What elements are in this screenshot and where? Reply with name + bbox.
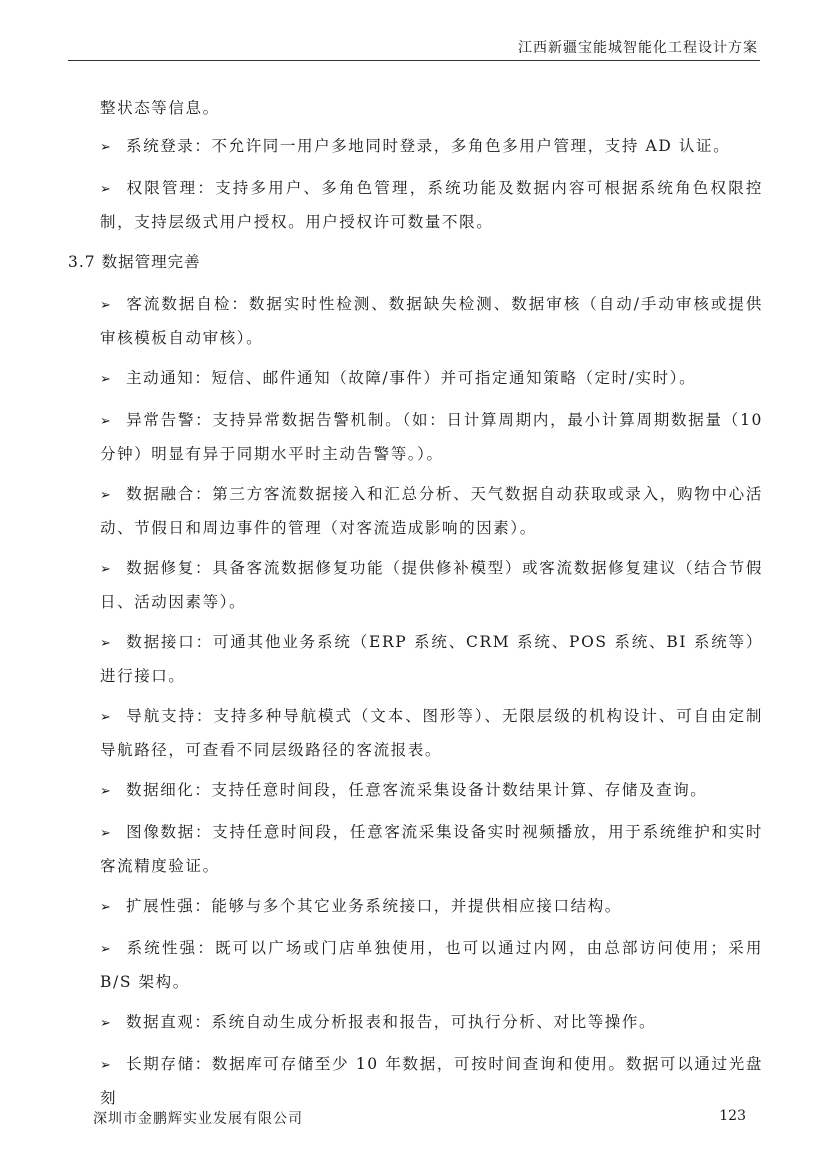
list-item-text: 客流数据自检：数据实时性检测、数据缺失检测、数据审核（自动/手动审核或提供审核模板自动审核）。 [100,295,763,347]
list-item-text: 系统性强：既可以广场或门店单独使用，也可以通过内网，由总部访问使用；采用 B/S 架构。 [100,939,763,991]
bullet-arrow-icon: ➢ [100,784,113,799]
list-item-text: 系统登录：不允许同一用户多地同时登录，多角色多用户管理，支持 AD 认证。 [126,137,731,155]
list-item-text: 数据修复：具备客流数据修复功能（提供修补模型）或客流数据修复建议（结合节假日、活动因素等）。 [100,559,763,611]
bullet-arrow-icon: ➢ [100,182,113,197]
header-rule [68,60,760,61]
list-item [68,1006,763,1040]
list-item-text: 异常告警：支持异常数据告警机制。（如：日计算周期内，最小计算周期数据量（10 分钟）明显有异于同期水平时主动告警等。）。 [100,411,763,463]
list-item [68,816,763,882]
bullet-arrow-icon: ➢ [100,372,113,387]
list-item-text: 长期存储：数据库可存储至少 10 年数据，可按时间查询和使用。数据可以通过光盘刻 [100,1055,763,1107]
page-number: 123 [719,1108,746,1124]
bullet-arrow-icon: ➢ [100,140,113,155]
bullet-arrow-icon: ➢ [100,488,113,503]
list-item [68,932,763,998]
bullet-arrow-icon: ➢ [100,636,113,651]
list-item [68,288,763,354]
list-item-text: 数据直观：系统自动生成分析报表和报告，可执行分析、对比等操作。 [126,1013,657,1031]
bullet-arrow-icon: ➢ [100,562,113,577]
list-item [68,774,763,808]
bullet-arrow-icon: ➢ [100,710,113,725]
list-item-text: 导航支持：支持多种导航模式（文本、图形等）、无限层级的机构设计、可自由定制导航路径，可查看不同层级路径的客流报表。 [100,707,763,759]
bullet-list [68,288,763,1114]
list-item [68,478,763,544]
list-item [68,1048,763,1114]
list-item [68,626,763,692]
bullet-arrow-icon: ➢ [100,1016,113,1031]
list-item-text: 数据细化：支持任意时间段，任意客流采集设备计数结果计算、存储及查询。 [126,781,708,799]
top-bullet-list [68,130,763,238]
bullet-arrow-icon: ➢ [100,942,113,957]
bullet-arrow-icon: ➢ [100,900,113,915]
list-item [68,890,763,924]
list-item-text: 扩展性强：能够与多个其它业务系统接口，并提供相应接口结构。 [126,897,622,915]
header-title: 江西新疆宝能城智能化工程设计方案 [518,40,758,56]
list-item-text: 主动通知：短信、邮件通知（故障/事件）并可指定通知策略（定时/实时）。 [126,369,697,387]
bullet-arrow-icon: ➢ [100,414,113,429]
list-item [68,404,763,470]
list-item [68,700,763,766]
list-item-text: 数据接口：可通其他业务系统（ERP 系统、CRM 系统、POS 系统、BI 系统等）进行接口。 [100,633,763,685]
bullet-arrow-icon: ➢ [100,298,113,313]
list-item [68,362,763,396]
section-heading: 3.7 数据管理完善 [68,253,201,271]
bullet-arrow-icon: ➢ [100,826,113,841]
list-item [68,130,763,164]
list-item-text: 数据融合：第三方客流数据接入和汇总分析、天气数据自动获取或录入，购物中心活动、节假日和周边事件的管理（对客流造成影响的因素）。 [100,485,763,537]
intro-line: 整状态等信息。 [100,99,220,117]
bullet-arrow-icon: ➢ [100,1058,113,1073]
footer-company: 深圳市金鹏辉实业发展有限公司 [93,1111,303,1127]
list-item [68,552,763,618]
list-item-text: 权限管理：支持多用户、多角色管理，系统功能及数据内容可根据系统角色权限控制，支持层级式用户授权。用户授权许可数量不限。 [100,179,763,231]
list-item-text: 图像数据：支持任意时间段，任意客流采集设备实时视频播放，用于系统维护和实时客流精度验证。 [100,823,763,875]
page-content [68,92,763,1122]
list-item [68,172,763,238]
